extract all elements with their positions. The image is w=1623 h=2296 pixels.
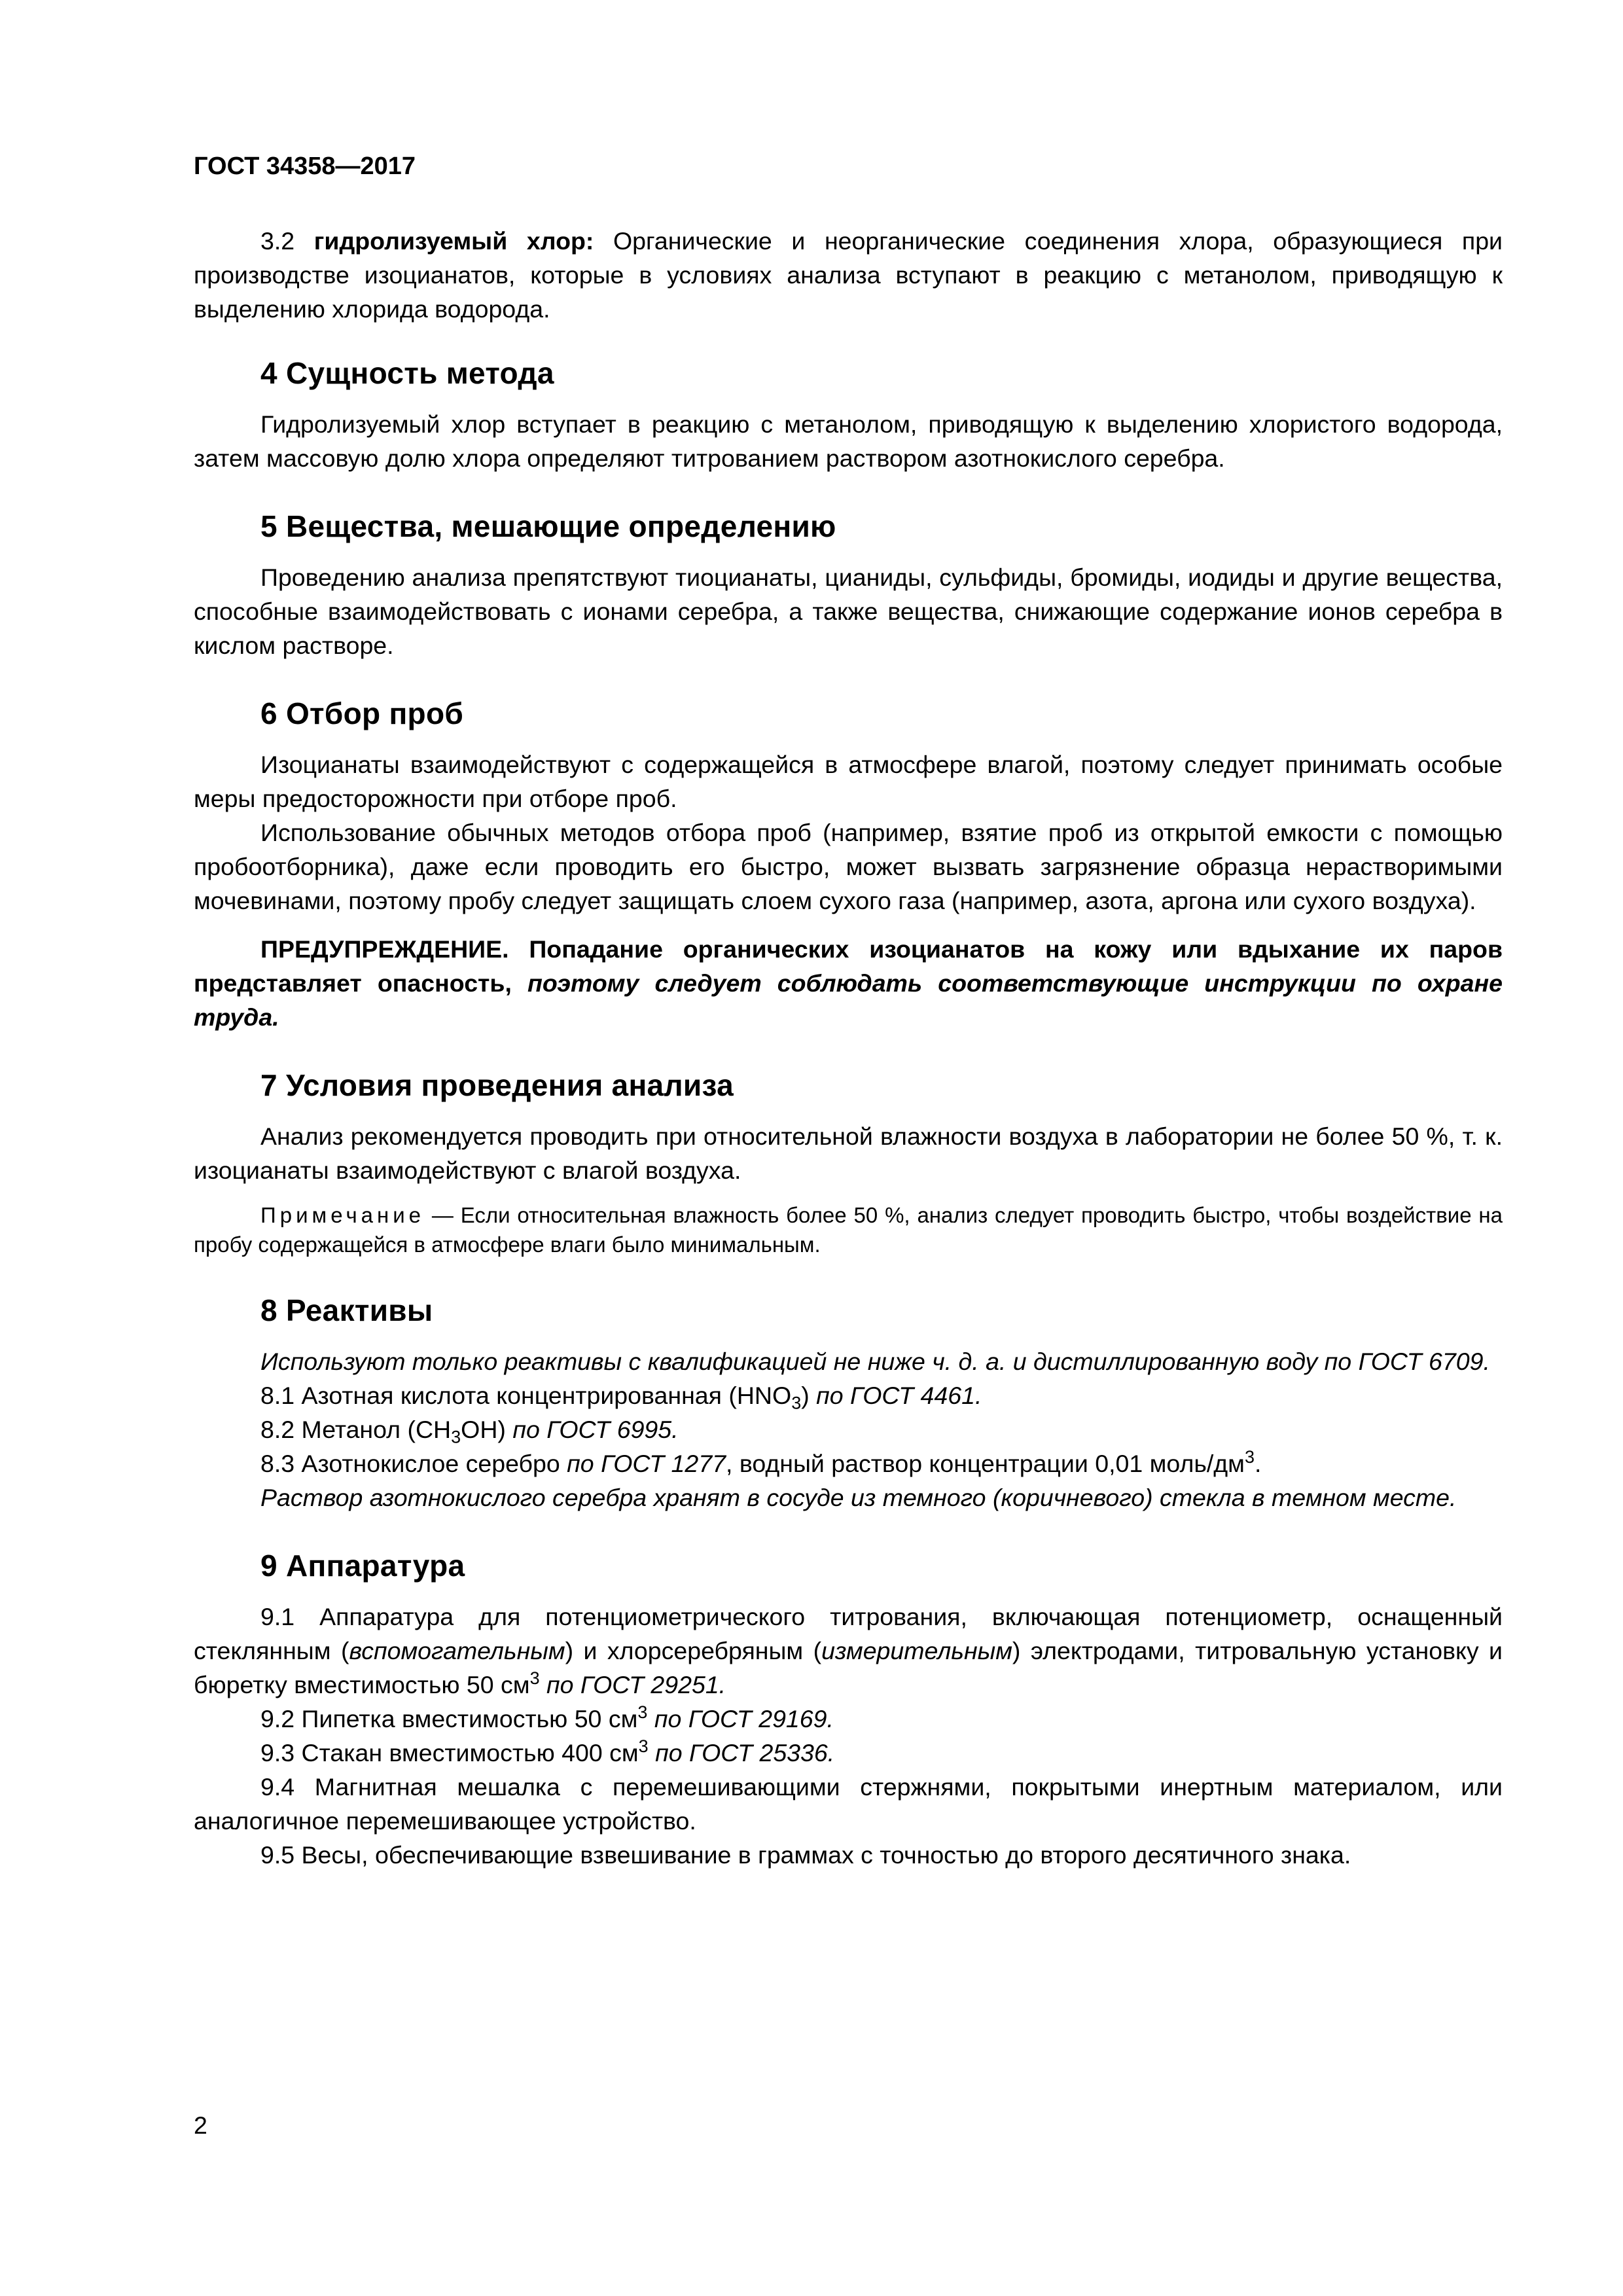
section-4-paragraph: Гидролизуемый хлор вступает в реакцию с метанолом, приводящую к выделению хлористого водорода, затем массовую долю хлора определяют титрованием раствором азотнокислого серебра.: [194, 410, 1503, 472]
page-number: 2: [194, 2111, 207, 2139]
section-4-heading: 4 Сущность метода: [260, 356, 554, 390]
section-5-paragraph: Проведению анализа препятствуют тиоцианаты, цианиды, сульфиды, бромиды, иодиды и другие вещества, способные взаимодействовать с ионами серебра, а также вещества, снижающие содержание ионов серебра в кислом растворе.: [194, 564, 1503, 659]
apparatus-9-1: [194, 1600, 1503, 1702]
standard-reference: по ГОСТ 6995.: [505, 1416, 679, 1443]
standard-reference: по ГОСТ 29251.: [539, 1671, 726, 1698]
section-5-heading: 5 Вещества, мешающие определению: [260, 509, 836, 543]
electrode-role-auxiliary: вспомогательным: [349, 1637, 565, 1664]
clause-3-2: [194, 224, 1503, 326]
apparatus-9-1-text: 9.1 Аппаратура для потенциометрического титрования, включающая потенциометр, оснащенный стеклянным (: [194, 1603, 1503, 1664]
standard-reference: по ГОСТ 25336.: [648, 1739, 835, 1767]
section-8-heading: 8 Реактивы: [260, 1293, 433, 1327]
electrode-role-measuring: измерительным: [821, 1637, 1012, 1664]
apparatus-9-3-text: 9.3 Стакан вместимостью 400 см: [260, 1739, 639, 1767]
section-9-heading: 9 Аппаратура: [260, 1549, 465, 1583]
clause-3-2-text: Органические и неорганические соединения хлора, образующиеся при производстве изоцианатов, которые в условиях анализа вступают в реакцию с метанолом, приводящую к выделению хлорида водорода.: [194, 227, 1503, 323]
section-6-paragraph-1: Изоцианаты взаимодействуют с содержащейся в атмосфере влагой, поэтому следует принимать особые меры предосторожности при отборе проб.: [194, 751, 1503, 812]
superscript: 3: [529, 1668, 540, 1688]
apparatus-9-2-text: 9.2 Пипетка вместимостью 50 см: [260, 1705, 638, 1732]
superscript: 3: [1244, 1446, 1255, 1467]
standard-reference: по ГОСТ 4461.: [809, 1382, 982, 1409]
section-7-heading: 7 Условия проведения анализа: [260, 1068, 734, 1102]
period: .: [1254, 1450, 1262, 1477]
standard-reference: по ГОСТ 1277: [567, 1450, 726, 1477]
subscript: 3: [791, 1393, 802, 1413]
reagent-8-3: [194, 1446, 1503, 1480]
reagent-8-1-text-end: ): [801, 1382, 810, 1409]
section-6-heading: 6 Отбор проб: [260, 696, 464, 730]
superscript: 3: [637, 1702, 648, 1722]
subscript: 3: [451, 1427, 461, 1447]
reagent-8-3-text: 8.3 Азотнокислое серебро: [260, 1450, 567, 1477]
note-label: Примечание: [260, 1203, 425, 1227]
reagent-8-2-text-end: OH): [461, 1416, 506, 1443]
section-7-paragraph: Анализ рекомендуется проводить при относительной влажности воздуха в лаборатории не более 50 %, т. к. изоцианаты взаимодействуют с влагой воздуха.: [194, 1122, 1503, 1184]
document-page: [194, 149, 1503, 1872]
reagent-8-1-text: 8.1 Азотная кислота концентрированная (HNO: [260, 1382, 792, 1409]
section-7-note: [194, 1200, 1503, 1259]
section-6-paragraph-2: Использование обычных методов отбора проб (например, взятие проб из открытой емкости с помощью пробоотборника), даже если проводить его быстро, может вызвать загрязнение образца нерастворимыми мочевинами, поэтому пробу следует защищать слоем сухого газа (например, азота, аргона или сухого воздуха).: [194, 819, 1503, 914]
clause-3-2-term: гидролизуемый хлор:: [313, 227, 594, 255]
reagent-8-2-text: 8.2 Метанол (CH: [260, 1416, 452, 1443]
reagent-8-2: [194, 1412, 1503, 1446]
superscript: 3: [638, 1736, 649, 1756]
safety-warning-italic: поэтому следует соблюдать соответствующие инструкции по охране труда.: [194, 969, 1503, 1031]
reagent-8-3-concentration: , водный раствор концентрации 0,01 моль/дм: [725, 1450, 1245, 1477]
apparatus-9-1-text-end: ) электродами, титровальную установку и бюретку вместимостью 50 см: [194, 1637, 1503, 1698]
safety-warning-bold: ПРЕДУПРЕЖДЕНИЕ. Попадание органических изоцианатов на кожу или вдыхание их паров представляет опасность,: [194, 935, 1503, 997]
reagent-8-1: [194, 1378, 1503, 1412]
safety-warning: [194, 932, 1503, 1034]
apparatus-9-3: [194, 1736, 1503, 1770]
apparatus-9-4: 9.4 Магнитная мешалка с перемешивающими стержнями, покрытыми инертным материалом, или аналогичное перемешивающее устройство.: [194, 1773, 1503, 1835]
clause-3-2-number: 3.2: [260, 227, 295, 255]
note-text: — Если относительная влажность более 50 %, анализ следует проводить быстро, чтобы воздействие на пробу содержащейся в атмосфере влаги было минимальным.: [194, 1203, 1503, 1257]
document-code-header: ГОСТ 34358—2017: [194, 152, 416, 180]
apparatus-9-5: 9.5 Весы, обеспечивающие взвешивание в граммах с точностью до второго десятичного знака.: [260, 1841, 1351, 1869]
apparatus-9-1-text-mid: ) и хлорсеребряным (: [565, 1637, 822, 1664]
apparatus-9-2: [194, 1702, 1503, 1736]
reagent-storage-note: Раствор азотнокислого серебра хранят в сосуде из темного (коричневого) стекла в темном месте.: [260, 1484, 1457, 1511]
reagents-intro: Используют только реактивы с квалификацией не ниже ч. д. а. и дистиллированную воду по ГОСТ 6709.: [260, 1348, 1490, 1375]
standard-reference: по ГОСТ 29169.: [647, 1705, 834, 1732]
